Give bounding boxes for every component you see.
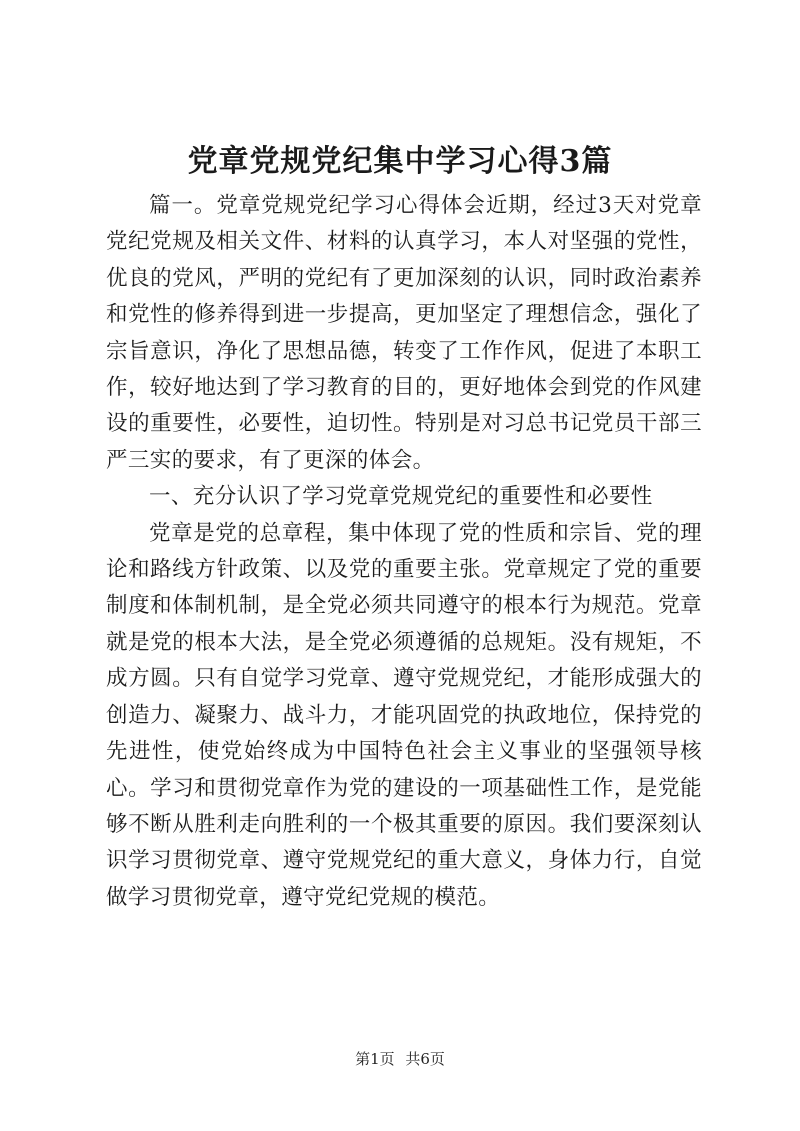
page-total: 共6页 <box>405 1050 445 1068</box>
page-number: 第1页 <box>355 1050 395 1068</box>
section-heading: 一、充分认识了学习党章党规党纪的重要性和必要性 <box>149 484 653 510</box>
paragraph-intro: 篇一。党章党规党纪学习心得体会近期，经过3天对党章党纪党规及相关文件、材料的认真学习，本人对坚强的党性，优良的党风，严明的党纪有了更加深刻的认识，同时政治素养和党性的修养得到进一步提高，更加坚定了理想信念，强化了宗旨意识，净化了思想品德，转变了工作作风，促进了本职工作，较好地达到了学习教育的目的，更好地体会到党的作风建设的重要性，必要性，迫切性。特别是对习总书记党员干部三严三实的要求，有了更深的体会。 <box>106 193 702 473</box>
document-body <box>106 188 702 916</box>
page-footer <box>0 1049 800 1069</box>
document-title: 党章党规党纪集中学习心得3篇 <box>187 144 613 179</box>
paragraph-party-constitution: 党章是党的总章程，集中体现了党的性质和宗旨、党的理论和路线方针政策、以及党的重要主张。党章规定了党的重要制度和体制机制，是全党必须共同遵守的根本行为规范。党章就是党的根本大法，是全党必须遵循的总规矩。没有规矩，不成方圆。只有自觉学习党章、遵守党规党纪，才能形成强大的创造力、凝聚力、战斗力，才能巩固党的执政地位，保持党的先进性，使党始终成为中国特色社会主义事业的坚强领导核心。学习和贯彻党章作为党的建设的一项基础性工作，是党能够不断从胜利走向胜利的一个极其重要的原因。我们要深刻认识学习贯彻党章、遵守党规党纪的重大意义，身体力行，自觉做学习贯彻党章，遵守党纪党规的模范。 <box>106 520 702 910</box>
